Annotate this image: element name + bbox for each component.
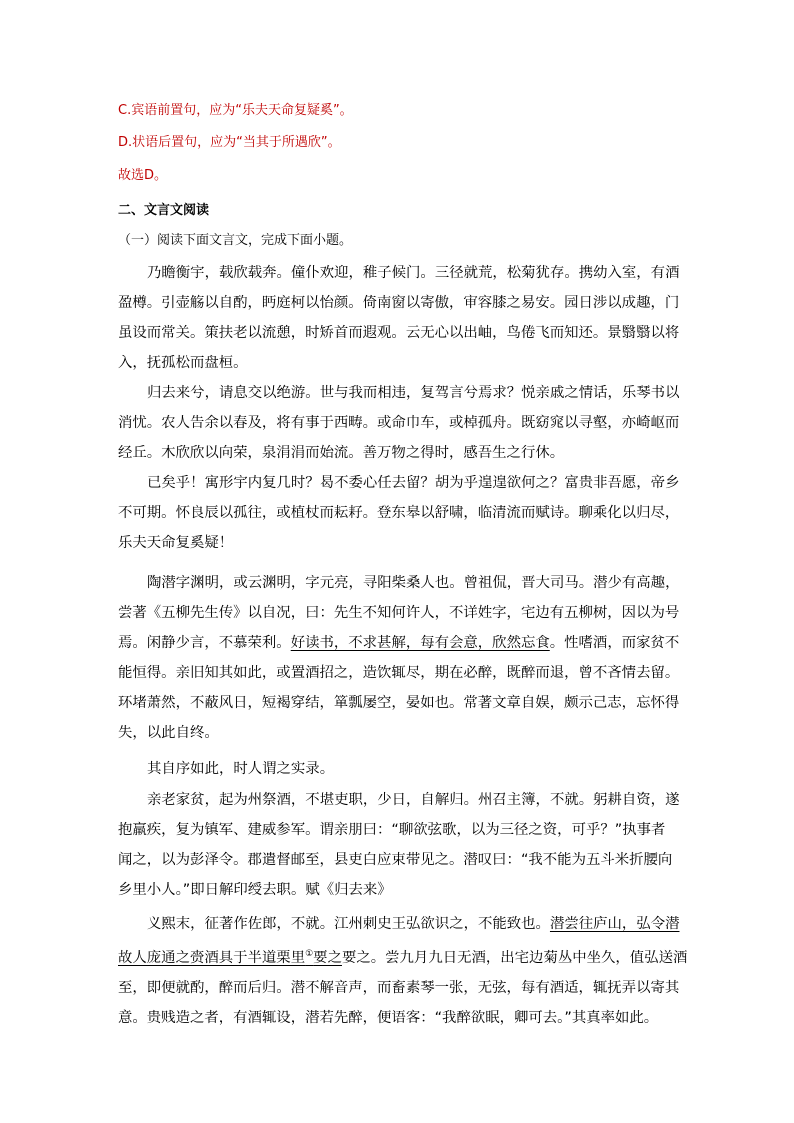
paragraph-line: 乐夫天命复奚疑！ — [118, 535, 234, 551]
paragraph-line: 抱羸疾，复为镇军、建威参军。谓亲朋曰：“聊欲弦歌，以为三径之资，可乎？”执事者 — [118, 822, 666, 838]
paragraph-line: 意。贵贱造之者，有酒辄设，潜若先醉，便语客：“我醉欲眠，卿可去。”其真率如此。 — [118, 1009, 659, 1026]
paragraph-line: 消忧。农人告余以春及，将有事于西畴。或命巾车，或棹孤舟。既窈窕以寻壑，亦崎岖而 — [118, 415, 680, 431]
paragraph-2 — [118, 378, 678, 468]
paragraph-line: 入，抚孤松而盘桓。 — [118, 355, 248, 371]
paragraph-line — [118, 628, 678, 658]
paragraph-1 — [118, 258, 678, 378]
paragraph-line: 乃瞻衡宇，载欣载奔。僮仆欢迎，稚子候门。三径就荒，松菊犹存。携幼入室，有酒 — [147, 265, 680, 281]
footnote-mark: ① — [305, 949, 314, 959]
paragraph-7 — [118, 909, 688, 1033]
underlined-sentence: 故人庞通之赍酒具于半道栗里①要之 — [118, 949, 342, 966]
option-c: C.宾语前置句，应为“乐夫天命复疑奚”。 — [118, 103, 353, 118]
section-intro: （一）阅读下面文言文，完成下面小题。 — [118, 233, 353, 248]
paragraph-6 — [118, 785, 678, 905]
paragraph-line: 能恒得。亲旧知其如此，或置酒招之，造饮辄尽，期在必醉，既醉而退，曾不吝情去留。 — [118, 665, 680, 681]
paragraph-line: 其自序如此，时人谓之实录。 — [147, 761, 335, 777]
paragraph-line: 闻之，以为彭泽令。郡遣督邮至，县吏白应束带见之。潜叹曰：“我不能为五斗米折腰向 — [118, 852, 673, 868]
paragraph-line — [118, 939, 688, 973]
paragraph-line: 至，即便就酌，醉而后归。潜不解音声，而畜素琴一张，无弦，每有酒适，辄抚弄以寄其 — [118, 979, 680, 996]
paragraph-3 — [118, 468, 678, 558]
paragraph-line: 尝著《五柳先生传》以自况，曰：先生不知何许人，不详姓字，宅边有五柳树，因以为号 — [118, 605, 680, 621]
paragraph-line: 已矣乎！寓形宇内复几时？曷不委心任去留？胡为乎遑遑欲何之？富贵非吾愿，帝乡 — [147, 475, 680, 491]
text-segment: 要之。尝九月九日无酒，出宅边菊丛中坐久，值弘送酒 — [341, 949, 688, 966]
answer-line: 故选D。 — [118, 168, 168, 183]
text-segment: 义熙末，征著作佐郎，不就。江州刺史王弘欲识之，不能致也。 — [147, 916, 550, 932]
paragraph-4 — [118, 568, 678, 748]
paragraph-line: 环堵萧然，不蔽风日，短褐穿结，箪瓢屡空，晏如也。常著文章自娱，颇示己志，忘怀得 — [118, 695, 680, 711]
text-segment: 故人庞通之赍酒具于半道栗里 — [118, 949, 306, 966]
paragraph-line: 失，以此自终。 — [118, 725, 219, 741]
paragraph-line: 乡里小人。”即日解印绶去职。赋《归去来》 — [118, 882, 392, 898]
paragraph-line: 经丘。木欣欣以向荣，泉涓涓而始流。善万物之得时，感吾生之行休。 — [118, 445, 565, 461]
underlined-sentence: 潜尝往庐山，弘令潜 — [549, 916, 680, 932]
text-segment: 焉。闲静少言，不慕荣利。 — [118, 635, 291, 651]
paragraph-line: 归去来兮，请息交以绝游。世与我而相违，复驾言兮焉求？悦亲戚之情话，乐琴书以 — [147, 385, 680, 401]
paragraph-line: 陶潜字渊明，或云渊明，字元亮，寻阳柴桑人也。曾祖侃，晋大司马。潜少有高趣， — [147, 575, 680, 591]
paragraph-line — [118, 909, 678, 939]
paragraph-line: 盈樽。引壶觞以自酌，眄庭柯以怡颜。倚南窗以寄傲，审容膝之易安。园日涉以成趣，门 — [118, 295, 680, 311]
paragraph-line: 亲老家贫，起为州祭酒，不堪吏职，少日，自解归。州召主簿，不就。躬耕自资，遂 — [147, 792, 680, 808]
text-segment: 。性嗜酒，而家贫不 — [549, 635, 680, 651]
paragraph-line: 虽设而常关。策扶老以流憩，时矫首而遐观。云无心以出岫，鸟倦飞而知还。景翳翳以将 — [118, 325, 680, 341]
underlined-sentence: 好读书，不求甚解，每有会意，欣然忘食 — [290, 635, 550, 651]
paragraph-5 — [118, 754, 678, 784]
section-heading: 二、文言文阅读 — [118, 203, 210, 218]
option-d: D.状语后置句，应为“当其于所遇欣”。 — [118, 135, 341, 150]
paragraph-line: 不可期。怀良辰以孤往，或植杖而耘耔。登东皋以舒啸，临清流而赋诗。聊乘化以归尽， — [118, 505, 680, 521]
